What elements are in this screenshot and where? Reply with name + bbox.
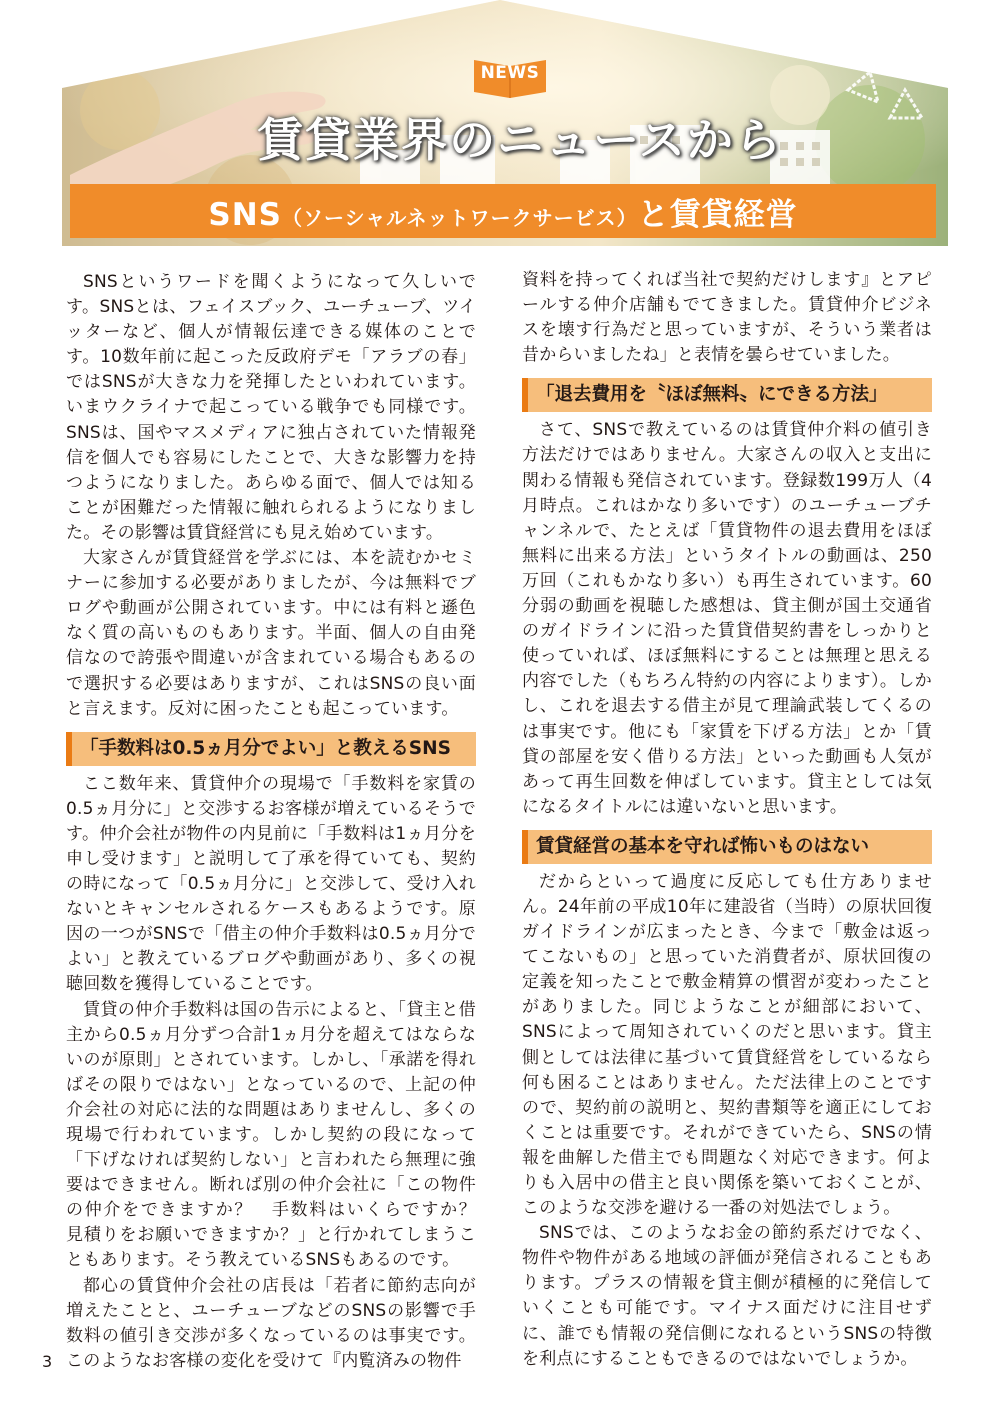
subtitle-paren: （ソーシャルネットワークサービス）: [282, 205, 638, 230]
news-badge: NEWS: [480, 63, 540, 83]
paragraph: 資料を持ってくれば当社で契約だけします』とアピールする仲介店舗もでてきました。賃貸仲介ビジネスを壊す行為だと思っていますが、そういう業者は昔からいましたね」と表情を曇らせていました。: [522, 270, 932, 366]
subtitle-main: SNS: [208, 196, 282, 233]
subtitle-tail: と賃貸経営: [637, 196, 798, 233]
section-heading: 「手数料は0.5ヵ月分でよい」と教えるSNS: [66, 732, 476, 766]
page-title: 賃貸業界のニュースから: [257, 113, 783, 167]
paragraph: SNSというワードを聞くようになって久しいです。SNSとは、フェイスブック、ユーチューブ、ツイッターなど、個人が情報伝達できる媒体のことです。10数年前に起こった反政府デモ「アラブの春」ではSNSが大きな力を発揮したといわれています。いまウクライナで起こっている戦争でも同様です。SNSは、国やマスメディアに独占されていた情報発信を個人でも容易にしたことで、大きな影響力を持つようになりました。あらゆる面で、個人では知ることが困難だった情報に触れられるようになりました。その影響は賃貸経営にも見え始めています。: [66, 272, 476, 543]
paragraph: 賃貸の仲介手数料は国の告示によると、「貸主と借主から0.5ヵ月分ずつ合計1ヵ月分を超えてはならないのが原則」とされています。しかし、「承諾を得ればその限りではない」となっているので、上記の仲介会社の対応に法的な問題はありませんし、多くの現場で行われています。しかし契約の段になって「下げなければ契約しない」と言われたら無理に強要はできません。断れば別の仲介会社に「この物件の仲介をできますか？ 手数料はいくらですか？ 見積りをお願いできますか？」と行かれてしまうこともあります。そう教えているSNSもあるのです。: [66, 999, 494, 1271]
paragraph: ここ数年来、賃貸仲介の現場で「手数料を家賃の0.5ヵ月分に」と交渉するお客様が増えているそうです。仲介会社が物件の内見前に「手数料は1ヵ月分を申し受けます」と説明して了承を得ていても、契約の時になって「0.5ヵ月分に」と交渉して、受け入れないとキャンセルされるケースもあるようです。原因の一つがSNSで「借主の仲介手数料は0.5ヵ月分でよい」と教えているブログや動画があり、多くの視聴回数を獲得していることです。: [66, 773, 476, 995]
section-heading: 「退去費用を〝ほぼ無料〟にできる方法」: [522, 378, 932, 412]
paragraph: 大家さんが賃貸経営を学ぶには、本を読むかセミナーに参加する必要がありましたが、今は無料でブログや動画が公開されています。中には有料と遜色なく質の高いものもあります。半面、個人の自由発信なので誇張や間違いが含まれている場合もあるので選択する必要はありますが、これはSNSの良い面と言えます。反対に困ったことも起こっています。: [66, 548, 476, 719]
subtitle: [208, 189, 797, 234]
paragraph: SNSでは、このようなお金の節約系だけでなく、物件や物件がある地域の評価が発信されることもあります。プラスの情報を貸主側が積極的に発信していくことも可能です。マイナス面だけに注目せずに、誰でも情報の発信側になれるというSNSの特徴を利点にすることもできるのではないでしょうか。: [522, 1223, 932, 1369]
left-column: [66, 270, 494, 1374]
article-header: [0, 0, 1000, 250]
paragraph: 都心の賃貸仲介会社の店長は「若者に節約志向が増えたことと、ユーチューブなどのSNSの影響で手数料の値引き交渉が多くなっているのは事実です。このようなお客様の変化を受けて『内覧済みの物件: [66, 1275, 476, 1371]
page-number: 3: [42, 1352, 53, 1371]
paragraph: さて、SNSで教えているのは賃貸仲介料の値引き方法だけではありません。大家さんの収入と支出に関わる情報も発信されています。登録数199万人（4月時点。これはかなり多いです）のユーチューブチャンネルで、たとえば「賃貸物件の退去費用をほぼ無料に出来る方法」というタイトルの動画は、250万回（これもかなり多い）も再生されています。60分弱の動画を視聴した感想は、貸主側が国土交通省のガイドラインに沿った賃貸借契約書をしっかりと使っていれば、ほぼ無料にすることは無理と思える内容でした（もちろん特約の内容によります）。しかし、これを退去する借主が見て理論武装してくるのは事実です。他にも「家賃を下げる方法」とか「賃貸の部屋を安く借りる方法」といった動画も人気があって再生回数を伸ばしています。貸主としては気になるタイトルには違いないと思います。: [522, 420, 932, 817]
section-heading: 賃貸経営の基本を守れば怖いものはない: [522, 830, 932, 864]
right-column: [522, 268, 932, 1372]
paragraph: だからといって過度に反応しても仕方ありません。24年前の平成10年に建設省（当時）の原状回復ガイドラインが広まったとき、今まで「敷金は返ってこないもの」と思っていた消費者が、原状回復の定義を知ったことで敷金精算の慣習が変わったことがありました。同じようなことが細部において、SNSによって周知されていくのだと思います。貸主側としては法律に基づいて賃貸経営をしているなら何も困ることはありません。ただ法律上のことですので、契約前の説明と、契約書類等を適正にしておくことは重要です。それができていたら、SNSの情報を曲解した借主でも問題なく対応できます。何よりも入居中の借主と良い関係を築いておくことが、このような交渉を避ける一番の対処法でしょう。: [522, 871, 932, 1219]
subtitle-band: [70, 184, 936, 238]
